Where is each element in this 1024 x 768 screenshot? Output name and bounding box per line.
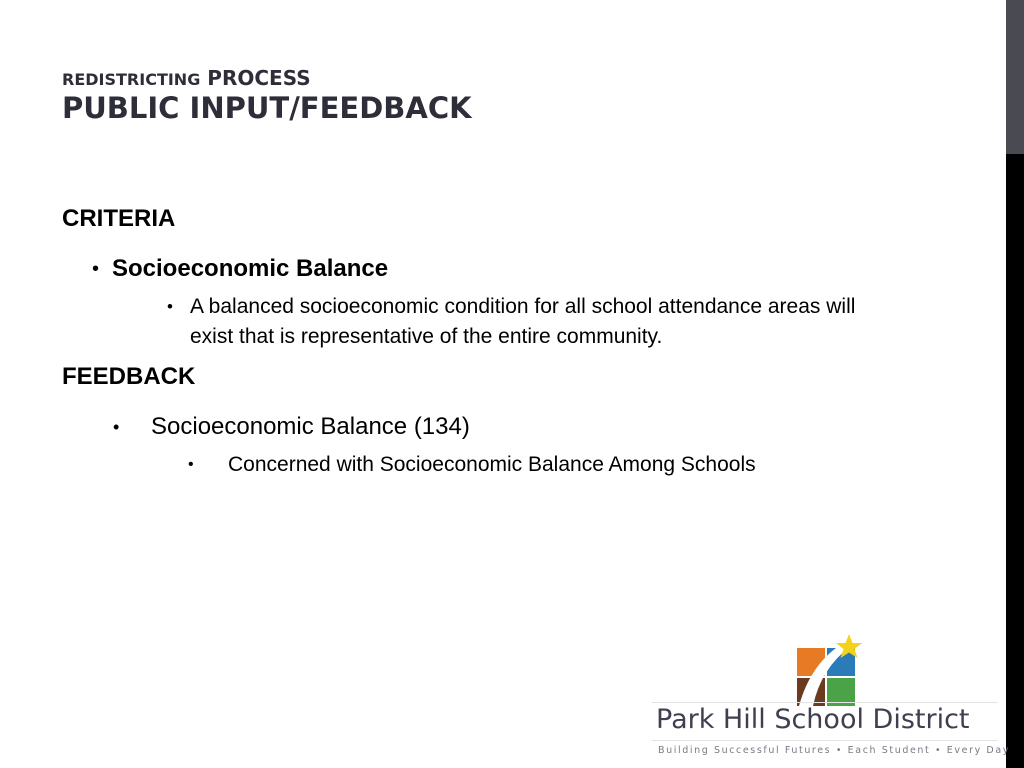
feedback-detail	[62, 450, 942, 480]
bullet-icon: •	[167, 297, 173, 316]
criteria-item-text: Socioeconomic Balance	[112, 255, 389, 282]
title-line-1-small: REDISTRICTING	[62, 70, 201, 89]
feedback-item	[62, 412, 942, 442]
logo-divider	[652, 740, 998, 741]
district-logo-mark-icon	[797, 634, 863, 706]
logo-top-divider	[652, 702, 998, 703]
feedback-item-text: Socioeconomic Balance (134)	[151, 413, 470, 440]
title-line-1	[62, 68, 472, 88]
criteria-item	[62, 254, 942, 284]
bullet-icon: •	[188, 456, 194, 473]
bullet-icon: •	[113, 417, 120, 437]
right-sidebar-accent	[1006, 0, 1024, 154]
criteria-heading: CRITERIA	[62, 205, 176, 232]
district-name: Park Hill School District	[656, 704, 970, 735]
district-logo	[652, 634, 1010, 762]
feedback-detail-text: Concerned with Socioeconomic Balance Among Schools	[228, 453, 756, 476]
criteria-detail-text: A balanced socioeconomic condition for all school attendance areas will exist that is representative of the entire community.	[190, 295, 856, 348]
slide-content	[62, 204, 942, 480]
title-line-2: PUBLIC INPUT/FEEDBACK	[62, 91, 472, 125]
bullet-icon: •	[92, 258, 100, 280]
district-tagline: Building Successful Futures • Each Student • Every Day	[658, 745, 1010, 756]
title-line-1-rest: PROCESS	[207, 66, 311, 90]
criteria-detail	[62, 292, 890, 352]
feedback-heading: FEEDBACK	[62, 363, 196, 390]
right-sidebar-bar	[1006, 0, 1024, 768]
slide-title	[62, 68, 472, 123]
